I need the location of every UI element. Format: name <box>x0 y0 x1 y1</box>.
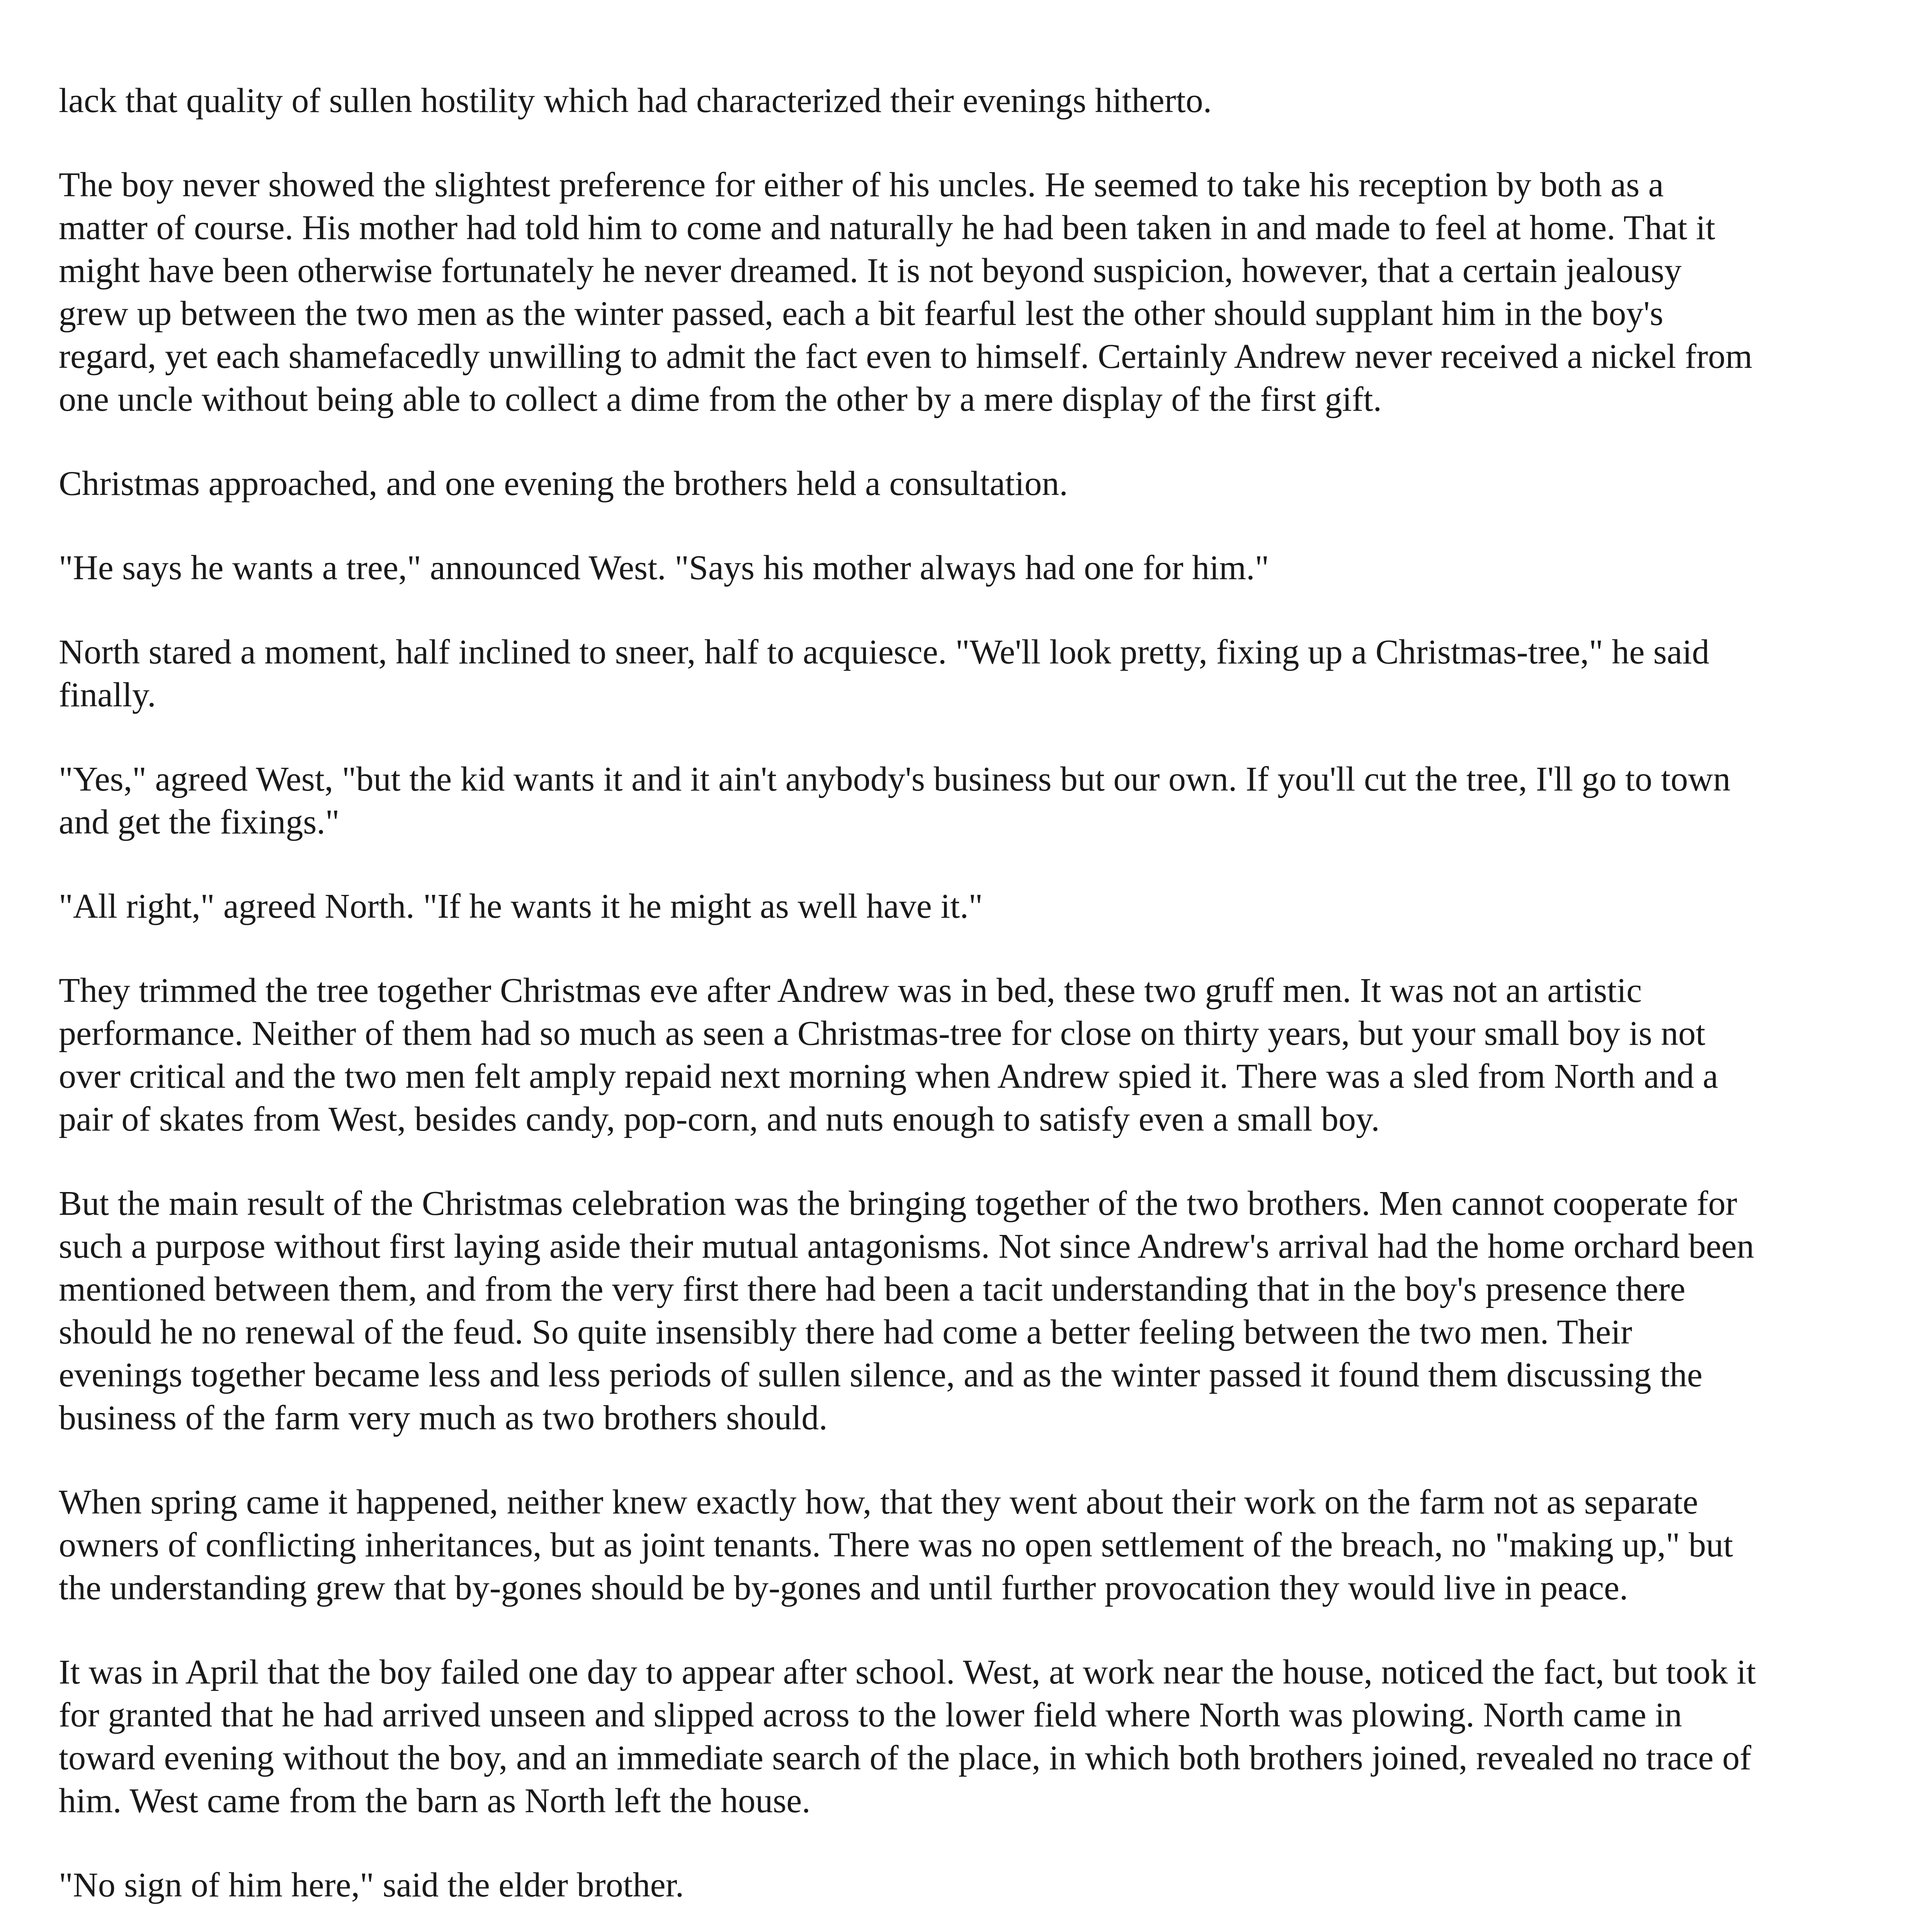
paragraph: They trimmed the tree together Christmas eve after Andrew was in bed, these two gruff men. It was not an artistic performance. Neither of them had so much as seen a Christmas-tree for close on thirty years, but your small boy is not over critical and the two men felt amply repaid next morning when Andrew spied it. There was a sled from North and a pair of skates from West, besides candy, pop-corn, and nuts enough to satisfy even a small boy. <box>59 971 1718 1138</box>
paragraph: But the main result of the Christmas celebration was the bringing together of the two brothers. Men cannot cooperate for such a purpose without first laying aside their mutual antagonisms. Not since Andrew's arrival had the home orchard been mentioned between them, and from the very first there had been a tacit understanding that in the boy's presence there should he no renewal of the feud. So quite insensibly there had come a better feeling between the two men. Their evenings together became less and less periods of sullen silence, and as the winter passed it found them discussing the business of the farm very much as two brothers should. <box>59 1184 1754 1437</box>
paragraph: North stared a moment, half inclined to sneer, half to acquiesce. "We'll look pretty, fixing up a Christmas-tree," he said finally. <box>59 633 1709 714</box>
paragraph: When spring came it happened, neither knew exactly how, that they went about their work on the farm not as separate owners of conflicting inheritances, but as joint tenants. There was no open settlement of the breach, no "making up," but the understanding grew that by-gones should be by-gones and until further provocation they would live in peace. <box>59 1483 1733 1607</box>
paragraph: "Yes," agreed West, "but the kid wants it and it ain't anybody's business but our own. If you'll cut the tree, I'll go to town and get the fixings." <box>59 760 1731 841</box>
paragraph: Christmas approached, and one evening the brothers held a consultation. <box>59 464 1068 503</box>
paragraph: "No sign of him here," said the elder brother. <box>59 1866 684 1904</box>
paragraph: The boy never showed the slightest preference for either of his uncles. He seemed to take his reception by both as a matter of course. His mother had told him to come and naturally he had been taken in and made to feel at home. That it might have been otherwise fortunately he never dreamed. It is not beyond suspicion, however, that a certain jealousy grew up between the two men as the winter passed, each a bit fearful lest the other should supplant him in the boy's regard, yet each shamefacedly unwilling to admit the fact even to himself. Certainly Andrew never received a nickel from one uncle without being able to collect a dime from the other by a mere display of the first gift. <box>59 166 1753 418</box>
paragraph: lack that quality of sullen hostility which had characterized their evenings hitherto. <box>59 82 1212 120</box>
paragraph: It was in April that the boy failed one day to appear after school. West, at work near the house, noticed the fact, but took it for granted that he had arrived unseen and slipped across to the lower field where North was plowing. North came in toward evening without the boy, and an immediate search of the place, in which both brothers joined, revealed no trace of him. West came from the barn as North left the house. <box>59 1653 1756 1820</box>
document-body <box>59 79 1759 1932</box>
paragraph: "He says he wants a tree," announced West. "Says his mother always had one for him." <box>59 549 1269 587</box>
paragraph: "All right," agreed North. "If he wants it he might as well have it." <box>59 887 983 925</box>
